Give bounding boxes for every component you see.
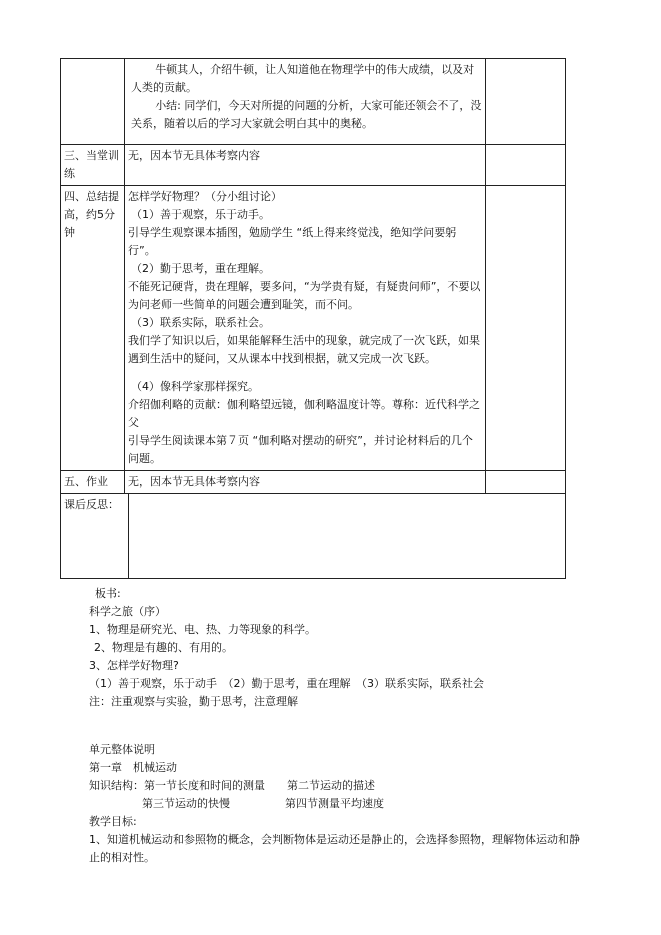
row-label: 五、作业	[61, 471, 125, 494]
row-remark	[486, 186, 566, 471]
row-content	[125, 59, 486, 145]
newton-paragraph: 牛顿其人，介绍牛顿，让人知道他在物理学中的伟大成绩，以及对人类的贡献。	[131, 63, 475, 94]
unit-overview	[89, 741, 589, 867]
row-label: 四、总结提高，约5分钟	[61, 186, 125, 471]
unit-heading: 单元整体说明	[89, 743, 155, 756]
point-3-detail: 我们学了知识以后，如果能解释生活中的现象，就完成了一次飞跃，如果遇到生活中的疑问，又从课本中找到根据，就又完成一次飞跃。	[128, 334, 480, 365]
discussion-question: 怎样学好物理？（分小组讨论）	[128, 190, 282, 203]
summary-paragraph: 小结: 同学们，今天对所提的问题的分析，大家可能还领会不了，没关系，随着以后的学习大家就会明白其中的奥秘。	[131, 99, 482, 130]
lesson-plan-table	[60, 58, 566, 579]
row-label: 三、当堂训练	[61, 145, 125, 186]
row-label	[61, 59, 125, 145]
table-row	[61, 186, 566, 471]
point-4-detail: 介绍伽利略的贡献：伽利略望远镜，伽利略温度计等。尊称：近代科学之父	[128, 398, 480, 429]
table-row	[61, 471, 566, 494]
board-item-2: 2、物理是有趣的、有用的。	[94, 641, 233, 654]
row-remark	[486, 471, 566, 494]
knowledge-structure-2: 第三节运动的快慢 第四节测量平均速度	[142, 797, 384, 810]
point-1: （1）善于观察，乐于动手。	[131, 208, 270, 221]
reflection-label: 课后反思：	[61, 494, 129, 578]
reading-assignment: 引导学生阅读课本第７页 “伽利略对摆动的研究”，并讨论材料后的几个问题。	[128, 434, 473, 465]
chapter-title: 第一章 机械运动	[89, 761, 177, 774]
board-item-3: 3、怎样学好物理?	[89, 659, 179, 672]
reflection-content	[129, 494, 565, 578]
table-row	[61, 494, 566, 579]
row-remark	[486, 145, 566, 186]
point-4: （4）像科学家那样探究。	[131, 380, 259, 393]
point-1-detail: 引导学生观察课本插图，勉励学生 “纸上得来终觉浅，绝知学问要躬行”。	[128, 226, 457, 257]
point-2: （2）勤于思考，重在理解。	[131, 262, 270, 275]
knowledge-structure-1: 知识结构：第一节长度和时间的测量 第二节运动的描述	[89, 779, 375, 792]
reflection-cell	[61, 494, 566, 579]
row-remark	[486, 59, 566, 145]
board-heading: 板书:	[95, 587, 121, 600]
table-row	[61, 145, 566, 186]
point-3: （3）联系实际，联系社会。	[131, 316, 270, 329]
goal-1: 1、知道机械运动和参照物的概念，会判断物体是运动还是静止的，会选择参照物，理解物体运动和静止的相对性。	[89, 833, 580, 864]
spacer	[128, 368, 482, 378]
blackboard-notes	[89, 585, 589, 711]
row-content: 无，因本节无具体考察内容	[125, 145, 486, 186]
board-item-1: 1、物理是研究光、电、热、力等现象的科学。	[89, 623, 316, 636]
row-content	[125, 186, 486, 471]
point-2-detail: 不能死记硬背，贵在理解，要多问，“为学贵有疑，有疑贵问师”，不要以为问老师一些简单的问题会遭到耻笑，而不问。	[128, 280, 481, 311]
board-title: 科学之旅（序）	[89, 605, 166, 618]
row-content: 无，因本节无具体考察内容	[125, 471, 486, 494]
board-item-3-detail: （1）善于观察，乐于动手 （2）勤于思考，重在理解 （3）联系实际，联系社会	[89, 677, 484, 690]
goals-heading: 教学目标:	[89, 815, 137, 828]
table-row	[61, 59, 566, 145]
board-note: 注：注重观察与实验，勤于思考，注意理解	[89, 695, 298, 708]
